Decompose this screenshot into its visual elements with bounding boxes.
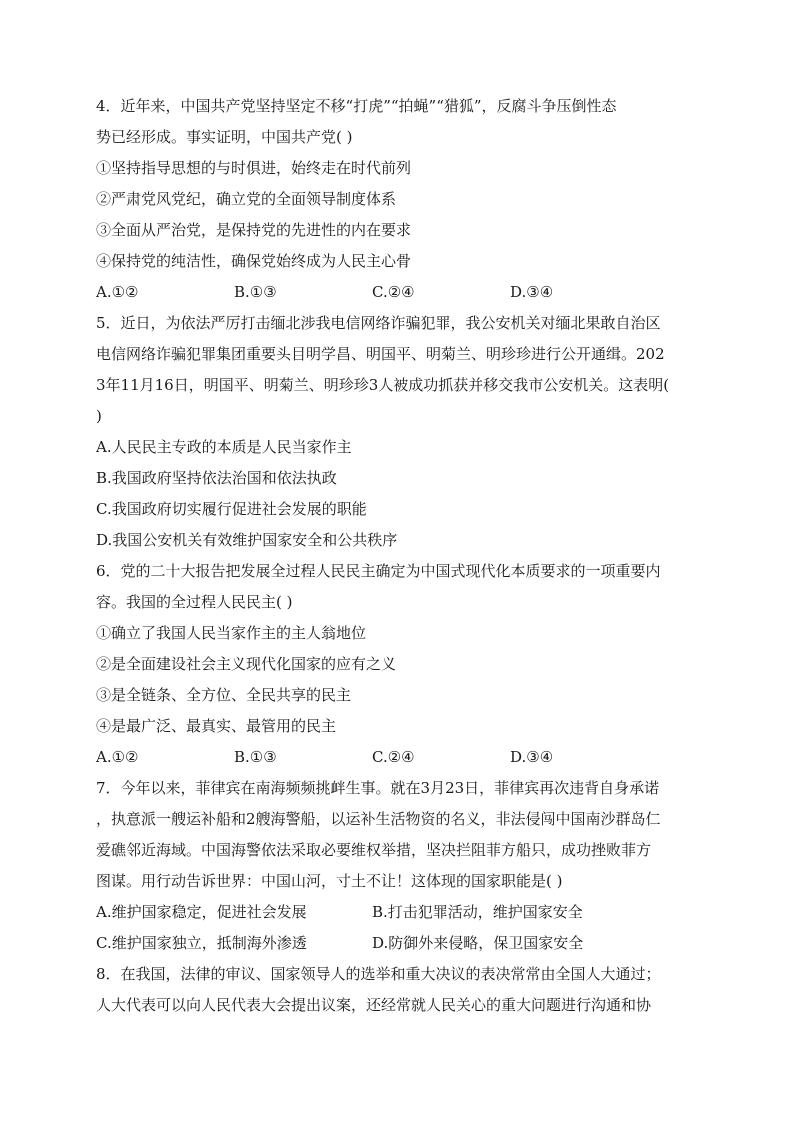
q6-item-3: ③是全链条、全方位、全民共享的民主 <box>96 686 352 704</box>
q8-stem-line-1: 8．在我国，法律的审议、国家领导人的选举和重大决议的表决常常由全国人大通过； <box>96 965 661 983</box>
q5-option-c: C.我国政府切实履行促进社会发展的职能 <box>96 500 367 518</box>
q5-stem-line-4: ) <box>96 407 102 425</box>
q4-item-2: ②严肃党风党纪，确立党的全面领导制度体系 <box>96 190 397 208</box>
q5-option-d: D.我国公安机关有效维护国家安全和公共秩序 <box>96 531 398 549</box>
q6-stem-line-2: 容。我国的全过程人民民主( ) <box>96 593 293 611</box>
q6-item-2: ②是全面建设社会主义现代化国家的应有之义 <box>96 655 397 673</box>
q4-option-b: B.①③ <box>234 283 277 301</box>
q6-option-d: D.③④ <box>510 748 554 766</box>
q6-stem-line-1: 6．党的二十大报告把发展全过程人民民主确定为中国式现代化本质要求的一项重要内 <box>96 562 661 580</box>
q7-stem-line-3: 爱礁邻近海域。中国海警依法采取必要维权举措，坚决拦阻菲方船只，成功挫败菲方 <box>96 841 652 859</box>
q4-option-c: C.②④ <box>372 283 415 301</box>
q7-option-b: B.打击犯罪活动，维护国家安全 <box>372 903 583 921</box>
q4-stem-line-1: 4．近年来，中国共产党坚持坚定不移“打虎”“拍蝇”“猎狐”，反腐斗争压倒性态 <box>96 97 617 115</box>
q4-item-1: ①坚持指导思想的与时俱进，始终走在时代前列 <box>96 159 412 177</box>
q4-item-4: ④保持党的纯洁性，确保党始终成为人民主心骨 <box>96 252 412 270</box>
q8-stem-line-2: 人大代表可以向人民代表大会提出议案，还经常就人民关心的重大问题进行沟通和协 <box>96 996 652 1014</box>
q7-option-a: A.维护国家稳定，促进社会发展 <box>96 903 307 921</box>
q6-option-a: A.①② <box>96 748 139 766</box>
q5-stem-line-2: 电信网络诈骗犯罪集团重要头目明学昌、明国平、明菊兰、明珍珍进行公开通缉。202 <box>96 345 665 363</box>
q5-stem-line-3: 3年11月16日，明国平、明菊兰、明珍珍3人被成功抓获并移交我市公安机关。这表明( <box>96 376 670 394</box>
q6-item-1: ①确立了我国人民当家作主的主人翁地位 <box>96 624 367 642</box>
q6-option-b: B.①③ <box>234 748 277 766</box>
q7-stem-line-2: ，执意派一艘运补船和2艘海警船，以运补生活物资的名义，非法侵闯中国南沙群岛仁 <box>96 810 661 828</box>
q5-option-b: B.我国政府坚持依法治国和依法执政 <box>96 469 337 487</box>
q4-stem-line-2: 势已经形成。事实证明，中国共产党( ) <box>96 128 353 146</box>
q7-option-c: C.维护国家独立，抵制海外渗透 <box>96 934 307 952</box>
q4-option-a: A.①② <box>96 283 139 301</box>
q7-option-d: D.防御外来侵略，保卫国家安全 <box>372 934 584 952</box>
q5-stem-line-1: 5．近日，为依法严厉打击缅北涉我电信网络诈骗犯罪，我公安机关对缅北果敢自治区 <box>96 314 661 332</box>
q4-item-3: ③全面从严治党，是保持党的先进性的内在要求 <box>96 221 412 239</box>
q6-item-4: ④是最广泛、最真实、最管用的民主 <box>96 717 337 735</box>
q7-stem-line-1: 7．今年以来，菲律宾在南海频频挑衅生事。就在3月23日，菲律宾再次违背自身承诺 <box>96 779 660 797</box>
q4-option-d: D.③④ <box>510 283 554 301</box>
q5-option-a: A.人民民主专政的本质是人民当家作主 <box>96 438 352 456</box>
q7-stem-line-4: 图谋。用行动告诉世界：中国山河，寸土不让！这体现的国家职能是( ) <box>96 872 563 890</box>
q6-option-c: C.②④ <box>372 748 415 766</box>
